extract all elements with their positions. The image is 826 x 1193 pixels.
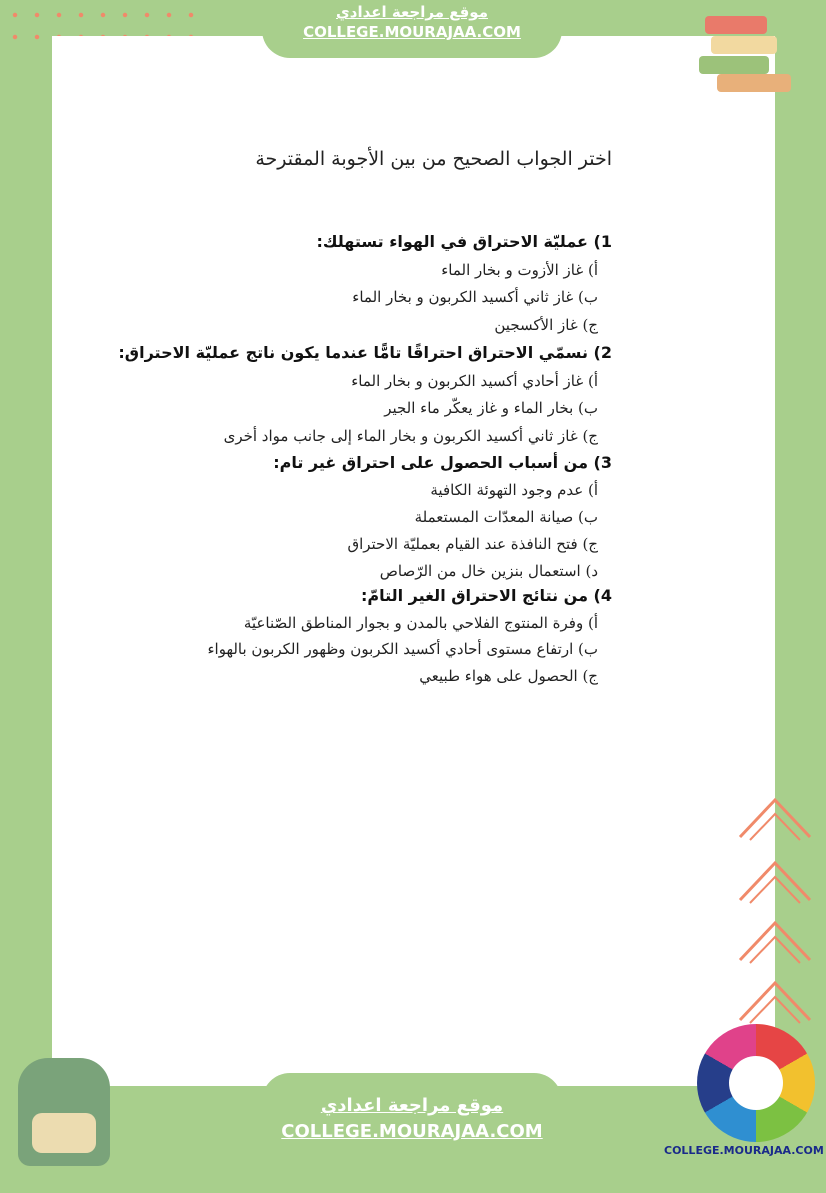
question-1: 1) عمليّة الاحتراق في الهواء تستهلك:	[316, 232, 612, 251]
option-1a: أ) غاز الأزوت و بخار الماء	[441, 261, 598, 279]
chevron-up-icon	[735, 855, 815, 905]
header-site-link[interactable]: COLLEGE.MOURAJAA.COM	[303, 23, 521, 41]
option-3a: أ) عدم وجود التهوئة الكافية	[430, 481, 598, 499]
option-1b: ب) غاز ثاني أكسيد الكربون و بخار الماء	[352, 288, 598, 306]
footer-banner	[262, 1073, 562, 1193]
option-3b: ب) صيانة المعدّات المستعملة	[414, 508, 598, 526]
chevron-up-icon	[735, 792, 815, 842]
worksheet-page	[52, 36, 775, 1086]
header-banner	[262, 0, 562, 58]
footer-site-arabic[interactable]: موقع مراجعة اعدادي	[320, 1095, 504, 1116]
question-4: 4) من نتائج الاحتراق الغير التامّ:	[360, 586, 612, 605]
header-site-arabic[interactable]: موقع مراجعة اعدادي	[336, 3, 488, 21]
option-2a: أ) غاز أحادي أكسيد الكربون و بخار الماء	[351, 372, 598, 390]
option-1c: ج) غاز الأكسجين	[494, 316, 598, 334]
option-3d: د) استعمال بنزين خال من الرّصاص	[379, 562, 598, 580]
exercise-title: اختر الجواب الصحيح من بين الأجوبة المقترحة	[255, 148, 612, 170]
backpack-icon	[18, 1058, 110, 1166]
footer-site-link[interactable]: COLLEGE.MOURAJAA.COM	[281, 1121, 543, 1142]
option-4a: أ) وفرة المنتوج الفلاحي بالمدن و بجوار المناطق الصّناعيّة	[243, 614, 598, 632]
chevron-up-icon	[735, 915, 815, 965]
option-2b: ب) بخار الماء و غاز يعكّر ماء الجير	[384, 399, 598, 417]
option-4b: ب) ارتفاع مستوى أحادي أكسيد الكربون وظهور الكربون بالهواء	[207, 640, 598, 658]
brand-link[interactable]: COLLEGE.MOURAJAA.COM	[664, 1144, 824, 1157]
subjects-wheel-logo	[697, 1024, 815, 1142]
question-2: 2) نسمّي الاحتراق احتراقًا تامًّا عندما يكون ناتج عمليّة الاحتراق:	[118, 343, 612, 362]
books-icon	[695, 12, 795, 92]
question-3: 3) من أسباب الحصول على احتراق غير تام:	[273, 453, 612, 472]
option-3c: ج) فتح النافذة عند القيام بعمليّة الاحتراق	[347, 535, 598, 553]
option-2c: ج) غاز ثاني أكسيد الكربون و بخار الماء إلى جانب مواد أخرى	[223, 427, 598, 445]
chevron-up-icon	[735, 975, 815, 1025]
option-4c: ج) الحصول على هواء طبيعي	[419, 667, 598, 685]
